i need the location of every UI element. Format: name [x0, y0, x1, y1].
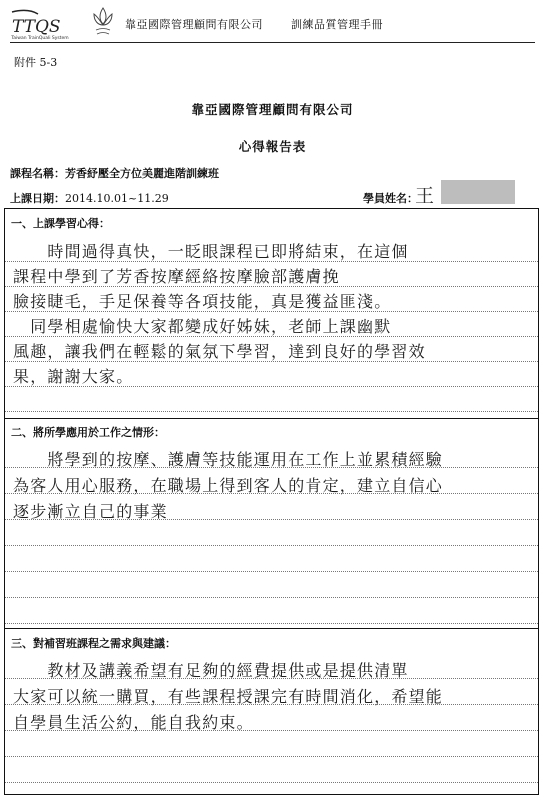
redaction-box: [441, 180, 515, 204]
student-name: 王: [415, 185, 435, 207]
lotus-seal-icon: [88, 4, 118, 38]
date-value: 2014.10.01~11.29: [65, 192, 169, 205]
svg-text:TTQS: TTQS: [12, 17, 61, 37]
handwritten-line: 自學員生活公約，能自我約束。: [13, 713, 254, 732]
logo-caption: Taiwan TrainQuali System: [11, 36, 69, 41]
course-row: [10, 165, 219, 181]
date-label: 上課日期：: [10, 192, 65, 205]
handwritten-line: 逐步漸立自己的事業: [13, 502, 168, 521]
form-title: 心得報告表: [238, 139, 307, 154]
date-row: [10, 190, 169, 206]
handwritten-line: 果，謝謝大家。: [13, 367, 134, 386]
handwritten-line: 將學到的按摩、護膚等技能運用在工作上並累積經驗: [13, 450, 444, 469]
ruled-line: [5, 411, 538, 412]
course-label: 課程名稱：: [10, 167, 65, 180]
company-title: 靠亞國際管理顧問有限公司: [191, 102, 354, 117]
header-company-name: 靠亞國際管理顧問有限公司: [125, 18, 263, 31]
report-table: [4, 208, 539, 795]
section-1-heading: 一、上課學習心得：: [11, 217, 110, 230]
section-3-heading: 三、對補習班課程之需求與建議：: [11, 637, 176, 650]
section-divider: [5, 418, 538, 419]
document-header: [0, 0, 545, 46]
ruled-line: [5, 597, 538, 598]
handwritten-line: 大家可以統一購買，有些課程授課完有時間消化，希望能: [13, 687, 444, 706]
handwritten-line: 風趣，讓我們在輕鬆的氣氛下學習，達到良好的學習效: [13, 342, 426, 361]
ttqs-logo: [8, 6, 68, 38]
attachment-number: 附件 5-3: [14, 56, 58, 69]
ruled-line: [5, 571, 538, 572]
handwritten-line: 為客人用心服務，在職場上得到客人的肯定，建立自信心: [13, 476, 444, 495]
handwritten-line: 臉接睫毛，手足保養等各項技能，真是獲益匪淺。: [13, 292, 392, 311]
section-divider: [5, 628, 538, 629]
ruled-line: [5, 756, 538, 757]
course-value: 芳香紓壓全方位美麗進階訓練班: [65, 167, 219, 180]
header-manual-title: 訓練品質管理手冊: [291, 18, 383, 31]
ruled-line: [5, 545, 538, 546]
handwritten-line: 時間過得真快，一眨眼課程已即將結束，在這個: [13, 242, 409, 261]
section-2-heading: 二、將所學應用於工作之情形：: [11, 426, 165, 439]
handwritten-line: 教材及講義希望有足夠的經費提供或是提供清單: [13, 661, 409, 680]
student-label: 學員姓名：: [363, 192, 418, 205]
ruled-line: [5, 623, 538, 624]
header-divider: [10, 42, 535, 43]
ruled-line: [5, 782, 538, 783]
handwritten-line: 同學相處愉快大家都變成好姊妹，老師上課幽默: [13, 317, 392, 336]
handwritten-line: 課程中學到了芳香按摩經絡按摩臉部護膚挽: [13, 267, 340, 286]
